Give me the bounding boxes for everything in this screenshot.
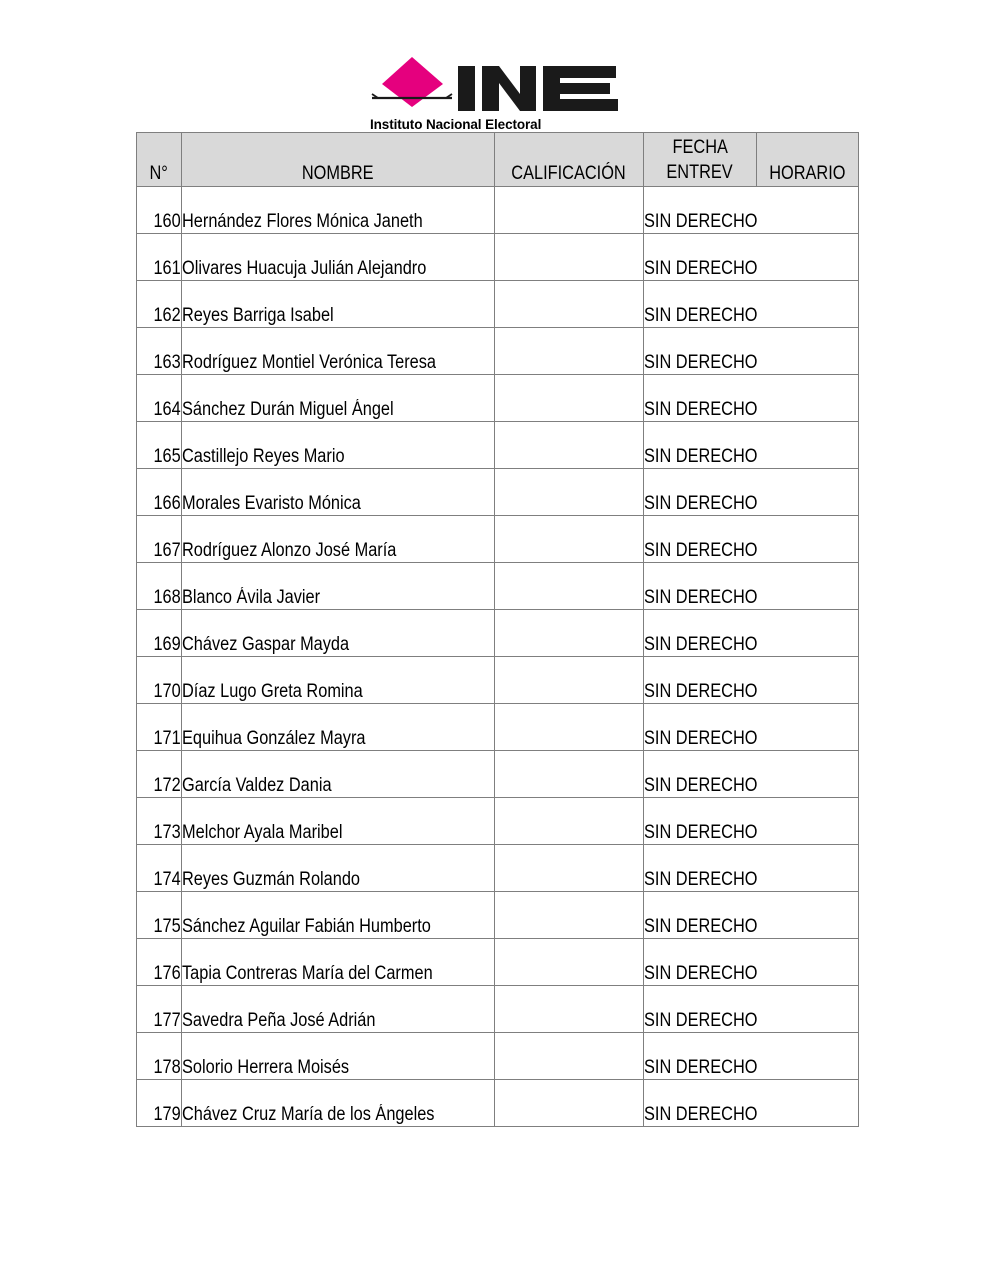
row-status: SIN DERECHO xyxy=(644,281,859,328)
row-status: SIN DERECHO xyxy=(644,892,859,939)
table-row xyxy=(137,375,859,422)
row-grade xyxy=(495,610,644,657)
row-name: Equihua González Mayra xyxy=(182,704,495,751)
row-num: 164 xyxy=(137,375,182,422)
row-status: SIN DERECHO xyxy=(644,798,859,845)
row-name: Olivares Huacuja Julián Alejandro xyxy=(182,234,495,281)
row-name: Sánchez Durán Miguel Ángel xyxy=(182,375,495,422)
row-num: 165 xyxy=(137,422,182,469)
row-name: Díaz Lugo Greta Romina xyxy=(182,657,495,704)
row-status: SIN DERECHO xyxy=(644,751,859,798)
candidate-table xyxy=(136,132,859,1127)
row-name: Rodríguez Montiel Verónica Teresa xyxy=(182,328,495,375)
row-status: SIN DERECHO xyxy=(644,845,859,892)
row-name: Reyes Guzmán Rolando xyxy=(182,845,495,892)
row-status: SIN DERECHO xyxy=(644,375,859,422)
row-num: 161 xyxy=(137,234,182,281)
table-row xyxy=(137,469,859,516)
table-row xyxy=(137,657,859,704)
table-row xyxy=(137,563,859,610)
row-name: Rodríguez Alonzo José María xyxy=(182,516,495,563)
row-status: SIN DERECHO xyxy=(644,422,859,469)
row-num: 167 xyxy=(137,516,182,563)
row-num: 173 xyxy=(137,798,182,845)
row-name: Blanco Ávila Javier xyxy=(182,563,495,610)
row-num: 179 xyxy=(137,1080,182,1127)
row-num: 178 xyxy=(137,1033,182,1080)
header-interview-date: FECHA ENTREV xyxy=(644,133,757,187)
row-status: SIN DERECHO xyxy=(644,328,859,375)
ine-logo-mark xyxy=(370,54,620,116)
row-status: SIN DERECHO xyxy=(644,704,859,751)
row-grade xyxy=(495,751,644,798)
row-status: SIN DERECHO xyxy=(644,187,859,234)
row-status: SIN DERECHO xyxy=(644,1080,859,1127)
row-num: 175 xyxy=(137,892,182,939)
table-row xyxy=(137,798,859,845)
row-grade xyxy=(495,375,644,422)
row-name: Savedra Peña José Adrián xyxy=(182,986,495,1033)
row-grade xyxy=(495,328,644,375)
row-name: Castillejo Reyes Mario xyxy=(182,422,495,469)
row-status: SIN DERECHO xyxy=(644,1033,859,1080)
table-row xyxy=(137,751,859,798)
row-grade xyxy=(495,986,644,1033)
row-status: SIN DERECHO xyxy=(644,986,859,1033)
row-status: SIN DERECHO xyxy=(644,469,859,516)
row-grade xyxy=(495,469,644,516)
row-grade xyxy=(495,892,644,939)
header-time: HORARIO xyxy=(757,133,859,187)
row-grade xyxy=(495,234,644,281)
row-grade xyxy=(495,704,644,751)
header-grade: CALIFICACIÓN xyxy=(495,133,644,187)
row-status: SIN DERECHO xyxy=(644,516,859,563)
row-grade xyxy=(495,798,644,845)
table-row xyxy=(137,422,859,469)
table-row xyxy=(137,610,859,657)
ballot-diamond-icon xyxy=(382,57,443,107)
row-num: 170 xyxy=(137,657,182,704)
table-row xyxy=(137,986,859,1033)
row-grade xyxy=(495,939,644,986)
row-grade xyxy=(495,281,644,328)
row-grade xyxy=(495,1033,644,1080)
row-name: García Valdez Dania xyxy=(182,751,495,798)
table-header-row xyxy=(137,133,859,187)
row-name: Tapia Contreras María del Carmen xyxy=(182,939,495,986)
table-row xyxy=(137,187,859,234)
row-status: SIN DERECHO xyxy=(644,563,859,610)
header-name: NOMBRE xyxy=(182,133,495,187)
row-num: 174 xyxy=(137,845,182,892)
row-grade xyxy=(495,422,644,469)
row-name: Sánchez Aguilar Fabián Humberto xyxy=(182,892,495,939)
row-num: 168 xyxy=(137,563,182,610)
ine-logo xyxy=(370,54,620,134)
row-num: 160 xyxy=(137,187,182,234)
row-num: 166 xyxy=(137,469,182,516)
table-row xyxy=(137,1033,859,1080)
table-row xyxy=(137,1080,859,1127)
row-name: Chávez Cruz María de los Ángeles xyxy=(182,1080,495,1127)
table-row xyxy=(137,516,859,563)
table-row xyxy=(137,845,859,892)
row-num: 162 xyxy=(137,281,182,328)
row-name: Chávez Gaspar Mayda xyxy=(182,610,495,657)
table-row xyxy=(137,892,859,939)
row-status: SIN DERECHO xyxy=(644,657,859,704)
row-name: Reyes Barriga Isabel xyxy=(182,281,495,328)
row-num: 177 xyxy=(137,986,182,1033)
table-row xyxy=(137,939,859,986)
table-row xyxy=(137,328,859,375)
row-num: 169 xyxy=(137,610,182,657)
row-num: 171 xyxy=(137,704,182,751)
row-num: 172 xyxy=(137,751,182,798)
row-status: SIN DERECHO xyxy=(644,234,859,281)
table-row xyxy=(137,704,859,751)
row-name: Hernández Flores Mónica Janeth xyxy=(182,187,495,234)
row-grade xyxy=(495,845,644,892)
table-row xyxy=(137,234,859,281)
row-status: SIN DERECHO xyxy=(644,610,859,657)
header-num: N° xyxy=(137,133,182,187)
row-grade xyxy=(495,1080,644,1127)
row-num: 163 xyxy=(137,328,182,375)
row-name: Solorio Herrera Moisés xyxy=(182,1033,495,1080)
table-row xyxy=(137,281,859,328)
logo-subtitle: Instituto Nacional Electoral xyxy=(370,117,542,132)
row-grade xyxy=(495,657,644,704)
row-status: SIN DERECHO xyxy=(644,939,859,986)
row-grade xyxy=(495,563,644,610)
row-grade xyxy=(495,516,644,563)
row-name: Morales Evaristo Mónica xyxy=(182,469,495,516)
row-num: 176 xyxy=(137,939,182,986)
row-grade xyxy=(495,187,644,234)
row-name: Melchor Ayala Maribel xyxy=(182,798,495,845)
